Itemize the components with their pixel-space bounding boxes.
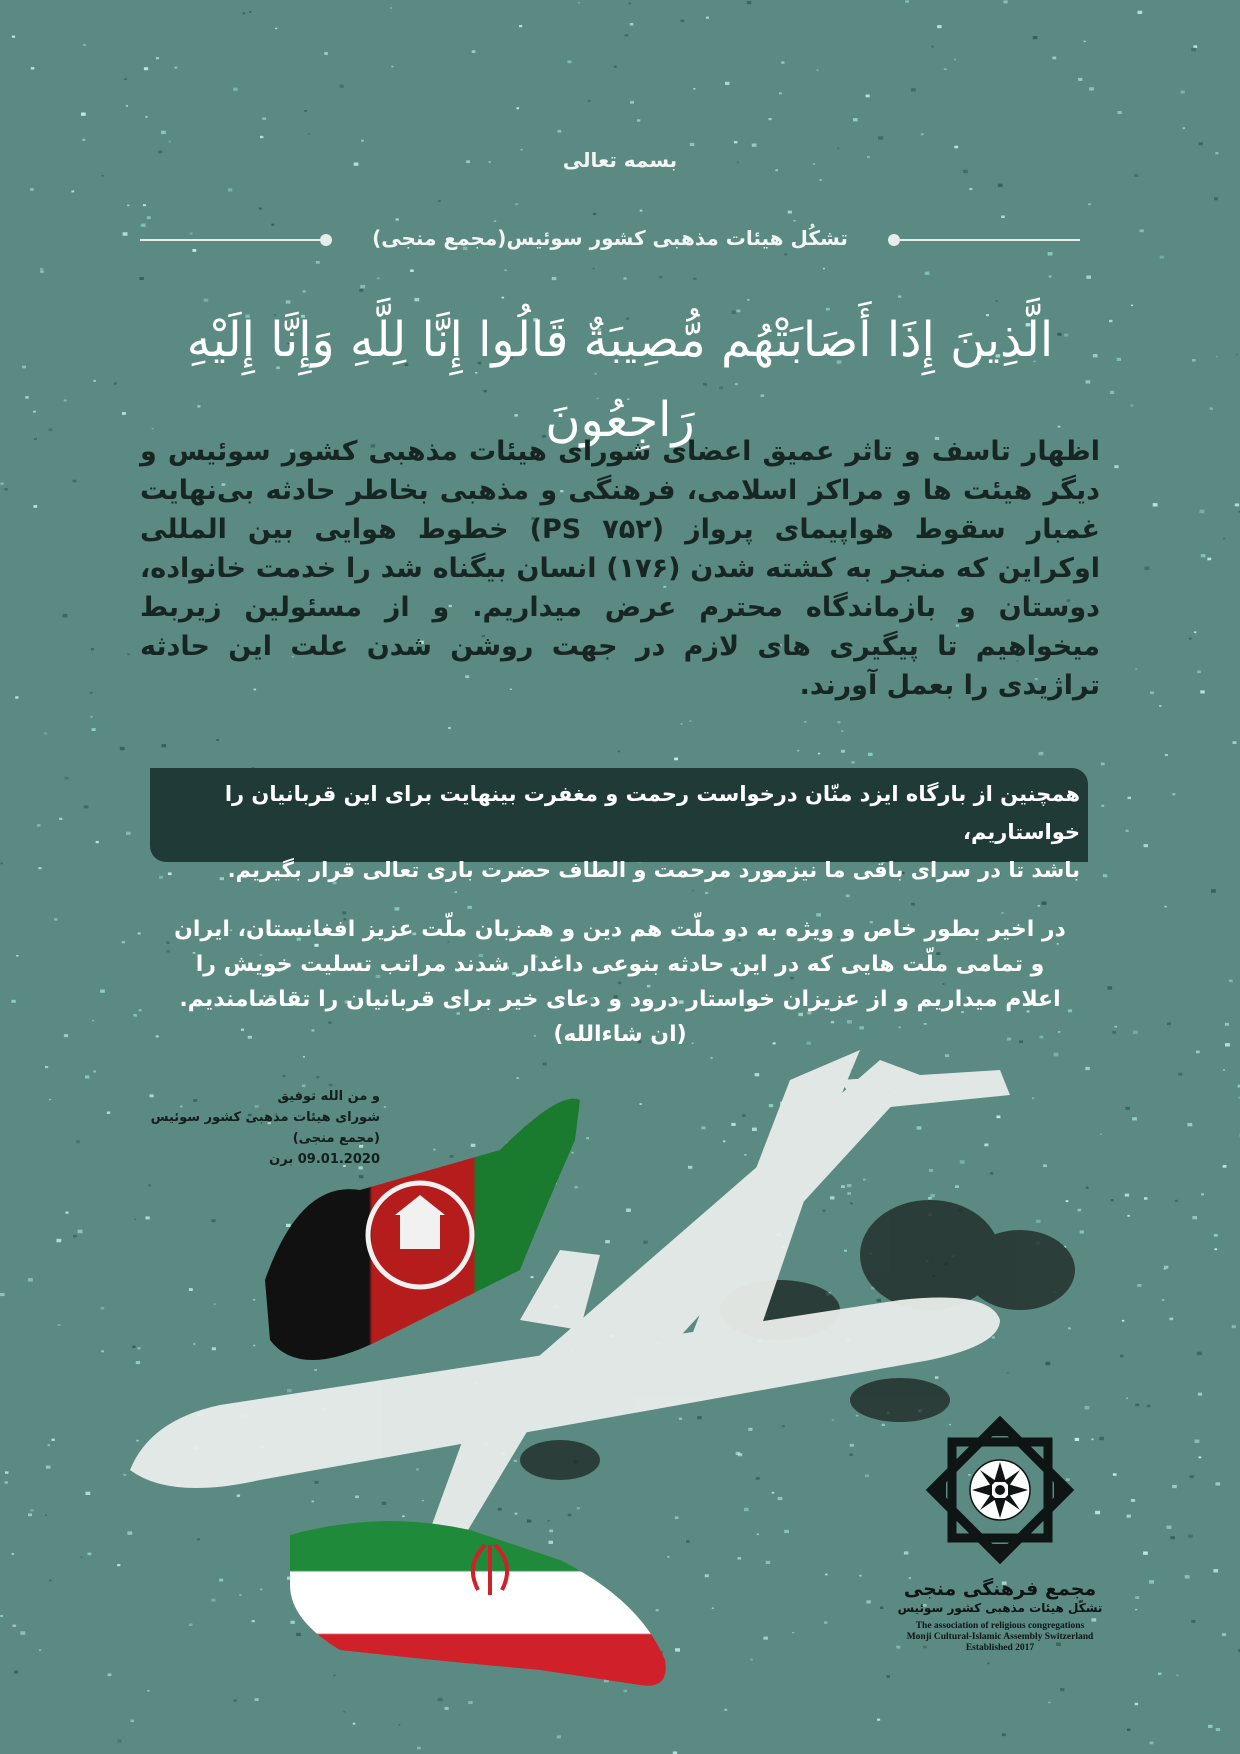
logo-english-line-3: Established 2017: [965, 1643, 1035, 1653]
logo-english-line-1: The association of religious congregations: [915, 1621, 1085, 1631]
basmala-heading: بسمه تعالی: [562, 148, 678, 172]
prayer-line-1: همچنین از بارگاه ایزد منّان درخواست رحمت و مغفرت بینهایت برای این قربانیان را خواستاریم،: [224, 782, 1080, 844]
signature-line-3: (مجمع منجی): [292, 1131, 380, 1146]
logo-english-line-2: Monji Cultural-Islamic Assembly Switzerland: [906, 1632, 1094, 1642]
iran-flag: [290, 1521, 666, 1686]
signature-line-2: شورای هیئات مذهبی کشور سوئیس: [150, 1110, 380, 1125]
quran-verse: الَّذِینَ إِذَا أَصَابَتْهُم مُّصِیبَةٌ قَالُوا إِنَّا لِلَّهِ وَإِنَّا إِلَیْهِ رَاجِعُونَ: [186, 312, 1054, 448]
monji-logo-star-emblem: [928, 1418, 1072, 1562]
signature-date: 09.01.2020 برن: [269, 1152, 380, 1167]
logo-subtitle: تشکّل هیئات مذهبی کشور سوئیس: [897, 1601, 1103, 1615]
signature-line-1: و من الله توفیق: [277, 1089, 380, 1104]
organization-heading: تشکُل هیئات مذهبی کشور سوئیس(مجمع منجی): [372, 226, 848, 250]
closing-paragraph: در اخیر بطور خاص و ویژه به دو ملّت هم دین و همزبان ملّت عزیز افغانستان، ایران و تمامی ملّت هایی که در این حادثه بنوعی داغدار شدند مراتب تسلیت خویش را اعلام میداریم و از عزیزان خواستار درود و دعای خیر برای قربانیان را تقاضامندیم. (ان شاءالله): [174, 917, 1066, 1047]
prayer-line-2: باشد تا در سرای باقی ما نیزمورد مرحمت و الطاف حضرت باری تعالی قرار بگیریم.: [227, 858, 1080, 882]
condolence-paragraph: اظهار تاسف و تاثر عمیق اعضای شورای هیئات مذهبی کشور سوئیس و دیگر هیئت ها و مراکز اسلامی، فرهنگی و مذهبی بخاطر حادثه بی‌نهایت غمبار سقوط هواپیمای پرواز (۷۵۲ PS) خطوط هوایی بین المللی اوکراین که منجر به کشته شدن (۱۷۶) انسان بیگناه شد را خدمت خانواده، دوستان و بازماندگاه محترم عرض میداریم. و از مسئولین زیربط میخواهیم تا پیگیری های لازم در جهت روشن شدن علت این حادثه تراژیدی را بعمل آورند.: [140, 436, 1100, 701]
logo-english-text: [880, 1621, 1120, 1654]
logo-title: مجمع فرهنگی منجی: [903, 1578, 1097, 1600]
